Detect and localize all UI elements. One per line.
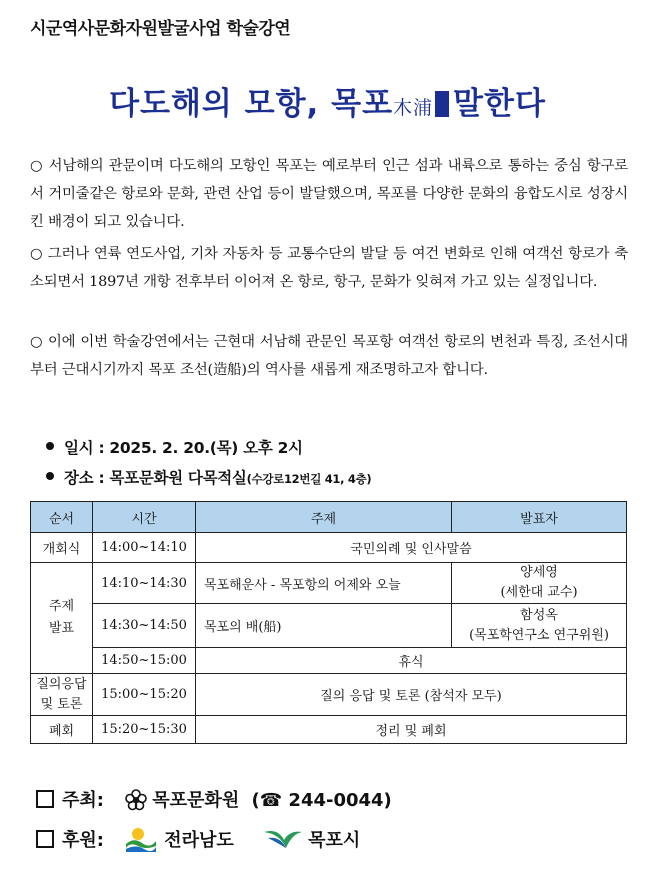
order-opening: 개회식 bbox=[31, 533, 93, 563]
header-speaker: 발표자 bbox=[452, 502, 627, 533]
title-end: 말한다 bbox=[453, 86, 546, 122]
speaker-affiliation: (목포학연구소 연구위원) bbox=[469, 627, 609, 643]
order-presentation: 주제 발표 bbox=[31, 563, 93, 674]
checkbox-square-icon bbox=[36, 830, 54, 848]
host-label: 주최: bbox=[62, 790, 104, 811]
header-order: 순서 bbox=[31, 502, 93, 533]
speaker-cell bbox=[452, 604, 627, 648]
time-cell: 14:50~15:00 bbox=[93, 648, 196, 674]
bullet-dot-icon bbox=[46, 442, 54, 450]
speaker-name: 함성옥 bbox=[520, 607, 558, 623]
table-row bbox=[31, 648, 627, 674]
place-detail: (수강로12번길 41, 4층) bbox=[246, 472, 372, 486]
intro-paragraph-1: ○ 서남해의 관문이며 다도해의 모항인 목포는 예로부터 인근 섬과 내륙으로 통하는 중심 항구로서 거미줄같은 항로와 문화, 관련 산업 등이 발달했으며, 목포를 다양한 문화의 융합도시로 성장시킨 배경이 되고 있습니다. bbox=[30, 158, 628, 230]
time-cell: 15:00~15:20 bbox=[93, 674, 196, 716]
series-title: 시군역사문화자원발굴사업 학술강연 bbox=[30, 19, 291, 39]
checkbox-square-icon bbox=[36, 790, 54, 808]
schedule-table bbox=[30, 501, 627, 744]
title-hanja: 木浦 bbox=[393, 97, 434, 119]
header-topic: 주제 bbox=[196, 502, 452, 533]
speaker-affiliation: (세한대 교수) bbox=[500, 585, 578, 600]
header-time: 시간 bbox=[93, 502, 196, 533]
time-cell: 14:30~14:50 bbox=[93, 604, 196, 648]
time-cell: 15:20~15:30 bbox=[93, 716, 196, 744]
order-closing: 폐회 bbox=[31, 716, 93, 744]
speaker-cell bbox=[452, 563, 627, 604]
table-row bbox=[31, 674, 627, 716]
intro-paragraph-3: ○ 이에 이번 학술강연에서는 근현대 서남해 관문인 목포항 여객선 항로의 변천과 특징, 조선시대부터 근대시기까지 목포 조선(造船)의 역사를 새롭게 재조명하고자 합니다. bbox=[30, 334, 628, 378]
topic-cell: 질의 응답 및 토론 (참석자 모두) bbox=[196, 674, 627, 716]
sponsor-mokpo: 목포시 bbox=[308, 830, 361, 851]
table-header-row bbox=[31, 502, 627, 533]
topic-cell: 목포해운사 - 목포항의 어제와 오늘 bbox=[196, 563, 452, 604]
sponsor-label: 후원: bbox=[62, 830, 104, 851]
page-title bbox=[0, 78, 655, 123]
sponsor-line bbox=[36, 824, 360, 854]
table-row bbox=[31, 716, 627, 744]
time-cell: 14:10~14:30 bbox=[93, 563, 196, 604]
topic-cell: 정리 및 폐회 bbox=[196, 716, 627, 744]
order-qa: 질의응답 및 토론 bbox=[31, 674, 93, 716]
speaker-name: 양세영 bbox=[520, 565, 558, 580]
table-row bbox=[31, 563, 627, 604]
topic-cell: 목포의 배(船) bbox=[196, 604, 452, 648]
mokpo-city-logo-icon bbox=[262, 826, 304, 852]
title-main: 다도해의 모항, 목포 bbox=[109, 86, 394, 122]
table-row bbox=[31, 604, 627, 648]
mokpo-culture-logo-icon bbox=[124, 788, 148, 812]
sponsor-jeonnam: 전라남도 bbox=[164, 830, 234, 851]
host-phone: (☎ 244-0044) bbox=[251, 790, 392, 811]
host-name: 목포문화원 bbox=[152, 790, 240, 811]
table-row bbox=[31, 533, 627, 563]
topic-cell: 국민의례 및 인사말씀 bbox=[196, 533, 627, 563]
title-redacted-block bbox=[435, 91, 449, 117]
time-cell: 14:00~14:10 bbox=[93, 533, 196, 563]
date-line: 일시 : 2025. 2. 20.(목) 오후 2시 bbox=[46, 436, 303, 458]
bullet-dot-icon bbox=[46, 472, 54, 480]
topic-cell: 휴식 bbox=[196, 648, 627, 674]
host-line bbox=[36, 786, 392, 812]
intro-paragraph-2: ○ 그러나 연륙 연도사업, 기차 자동차 등 교통수단의 발달 등 여건 변화로 인해 여객선 항로가 축소되면서 1897년 개항 전후부터 이어져 온 항로, 항구, 문화가 잊혀져 가고 있는 실정입니다. bbox=[30, 246, 628, 290]
jeonnam-logo-icon bbox=[124, 824, 158, 854]
place-line: 장소 : 목포문화원 다목적실(수강로12번길 41, 4층) bbox=[46, 466, 371, 488]
